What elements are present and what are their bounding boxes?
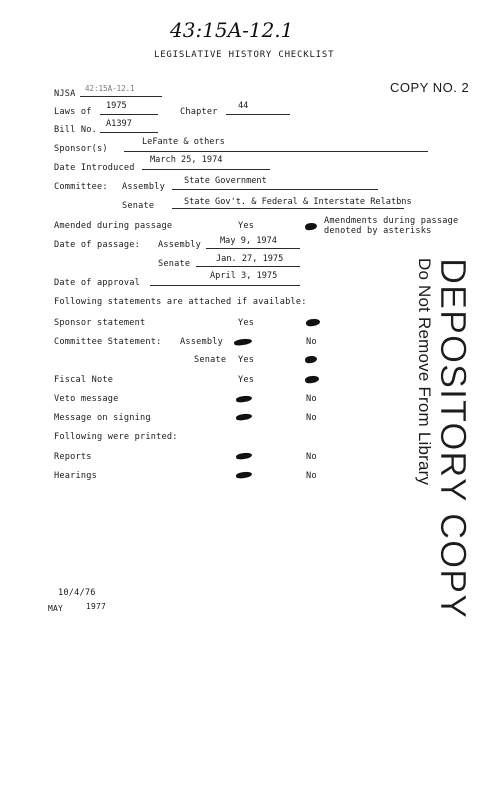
passage-assembly-value: May 9, 1974 [220, 236, 277, 246]
committee-statement-assembly-yes-mark [234, 338, 253, 346]
sponsor-statement-label: Sponsor statement [54, 318, 146, 328]
amended-no-mark [305, 222, 318, 231]
committee-statement-senate-yes: Yes [238, 355, 255, 365]
amended-label: Amended during passage [54, 221, 173, 231]
copy-number: COPY NO. 2 [390, 80, 470, 95]
committee-assembly-value: State Government [184, 176, 267, 186]
amended-yes: Yes [238, 221, 255, 231]
laws-of-value: 1975 [106, 101, 127, 111]
passage-senate-underline [196, 266, 300, 267]
date-introduced-label: Date Introduced [54, 163, 135, 173]
fiscal-note-yes: Yes [238, 375, 255, 385]
njsa-underline [80, 96, 162, 97]
sponsor-value: LeFante & others [142, 137, 225, 147]
reports-yes-mark [236, 452, 253, 460]
committee-assembly-label: Assembly [122, 182, 165, 192]
bill-underline [100, 132, 158, 133]
njsa-value: 42:15A-12.1 [85, 84, 135, 93]
amended-note-1: Amendments during passage [324, 216, 459, 226]
passage-senate-label: Senate [158, 259, 191, 269]
amended-note-2: denoted by asterisks [324, 226, 432, 236]
committee-assembly-underline [172, 189, 378, 190]
committee-statement-label: Committee Statement: [54, 337, 162, 347]
sponsor-statement-yes: Yes [238, 318, 255, 328]
passage-assembly-label: Assembly [158, 240, 201, 250]
handwritten-number: 43:15A-12.1 [170, 18, 294, 42]
stamp-line-1: DEPOSITORY COPY [433, 258, 474, 620]
hearings-no: No [306, 471, 317, 481]
reports-no: No [306, 452, 317, 462]
message-signing-label: Message on signing [54, 413, 151, 423]
passage-assembly-underline [206, 248, 300, 249]
committee-statement-senate-no-mark [305, 355, 318, 364]
committee-senate-underline [172, 208, 404, 209]
sponsor-label: Sponsor(s) [54, 144, 108, 154]
date-introduced-underline [142, 169, 270, 170]
page-title: LEGISLATIVE HISTORY CHECKLIST [154, 50, 335, 60]
approval-underline [150, 285, 300, 286]
committee-senate-label: Senate [122, 201, 155, 211]
sponsor-statement-no-mark [306, 318, 321, 327]
njsa-label: NJSA [54, 89, 76, 99]
veto-message-yes-mark [236, 395, 253, 403]
fiscal-note-no-mark [305, 375, 320, 384]
committee-senate-value: State Gov't. & Federal & Interstate Relatbns [184, 197, 412, 207]
bill-value: A1397 [106, 119, 132, 129]
sponsor-underline [124, 151, 428, 152]
fiscal-note-label: Fiscal Note [54, 375, 114, 385]
passage-senate-value: Jan. 27, 1975 [216, 254, 284, 264]
committee-label: Committee: [54, 182, 108, 192]
footer-stamp-year: 1977 [86, 602, 107, 611]
chapter-underline [226, 114, 290, 115]
committee-statement-assembly-no: No [306, 337, 317, 347]
veto-message-no: No [306, 394, 317, 404]
reports-label: Reports [54, 452, 92, 462]
stamp-line-2: Do Not Remove From Library [415, 258, 434, 486]
approval-label: Date of approval [54, 278, 140, 288]
laws-of-underline [100, 114, 158, 115]
passage-label: Date of passage: [54, 240, 140, 250]
approval-value: April 3, 1975 [210, 271, 278, 281]
committee-statement-senate-label: Senate [194, 355, 227, 365]
chapter-value: 44 [238, 101, 249, 111]
footer-stamp-month: MAY [48, 604, 64, 613]
committee-statement-assembly-label: Assembly [180, 337, 223, 347]
hearings-yes-mark [236, 471, 253, 479]
footer-date: 10/4/76 [58, 588, 96, 598]
message-signing-yes-mark [236, 413, 253, 421]
veto-message-label: Veto message [54, 394, 119, 404]
bill-label: Bill No. [54, 125, 97, 135]
depository-stamp [404, 258, 474, 620]
date-introduced-value: March 25, 1974 [150, 155, 223, 165]
hearings-label: Hearings [54, 471, 97, 481]
chapter-label: Chapter [180, 107, 218, 117]
message-signing-no: No [306, 413, 317, 423]
statements-heading: Following statements are attached if available: [54, 297, 307, 307]
laws-of-label: Laws of [54, 107, 92, 117]
printed-heading: Following were printed: [54, 432, 178, 442]
